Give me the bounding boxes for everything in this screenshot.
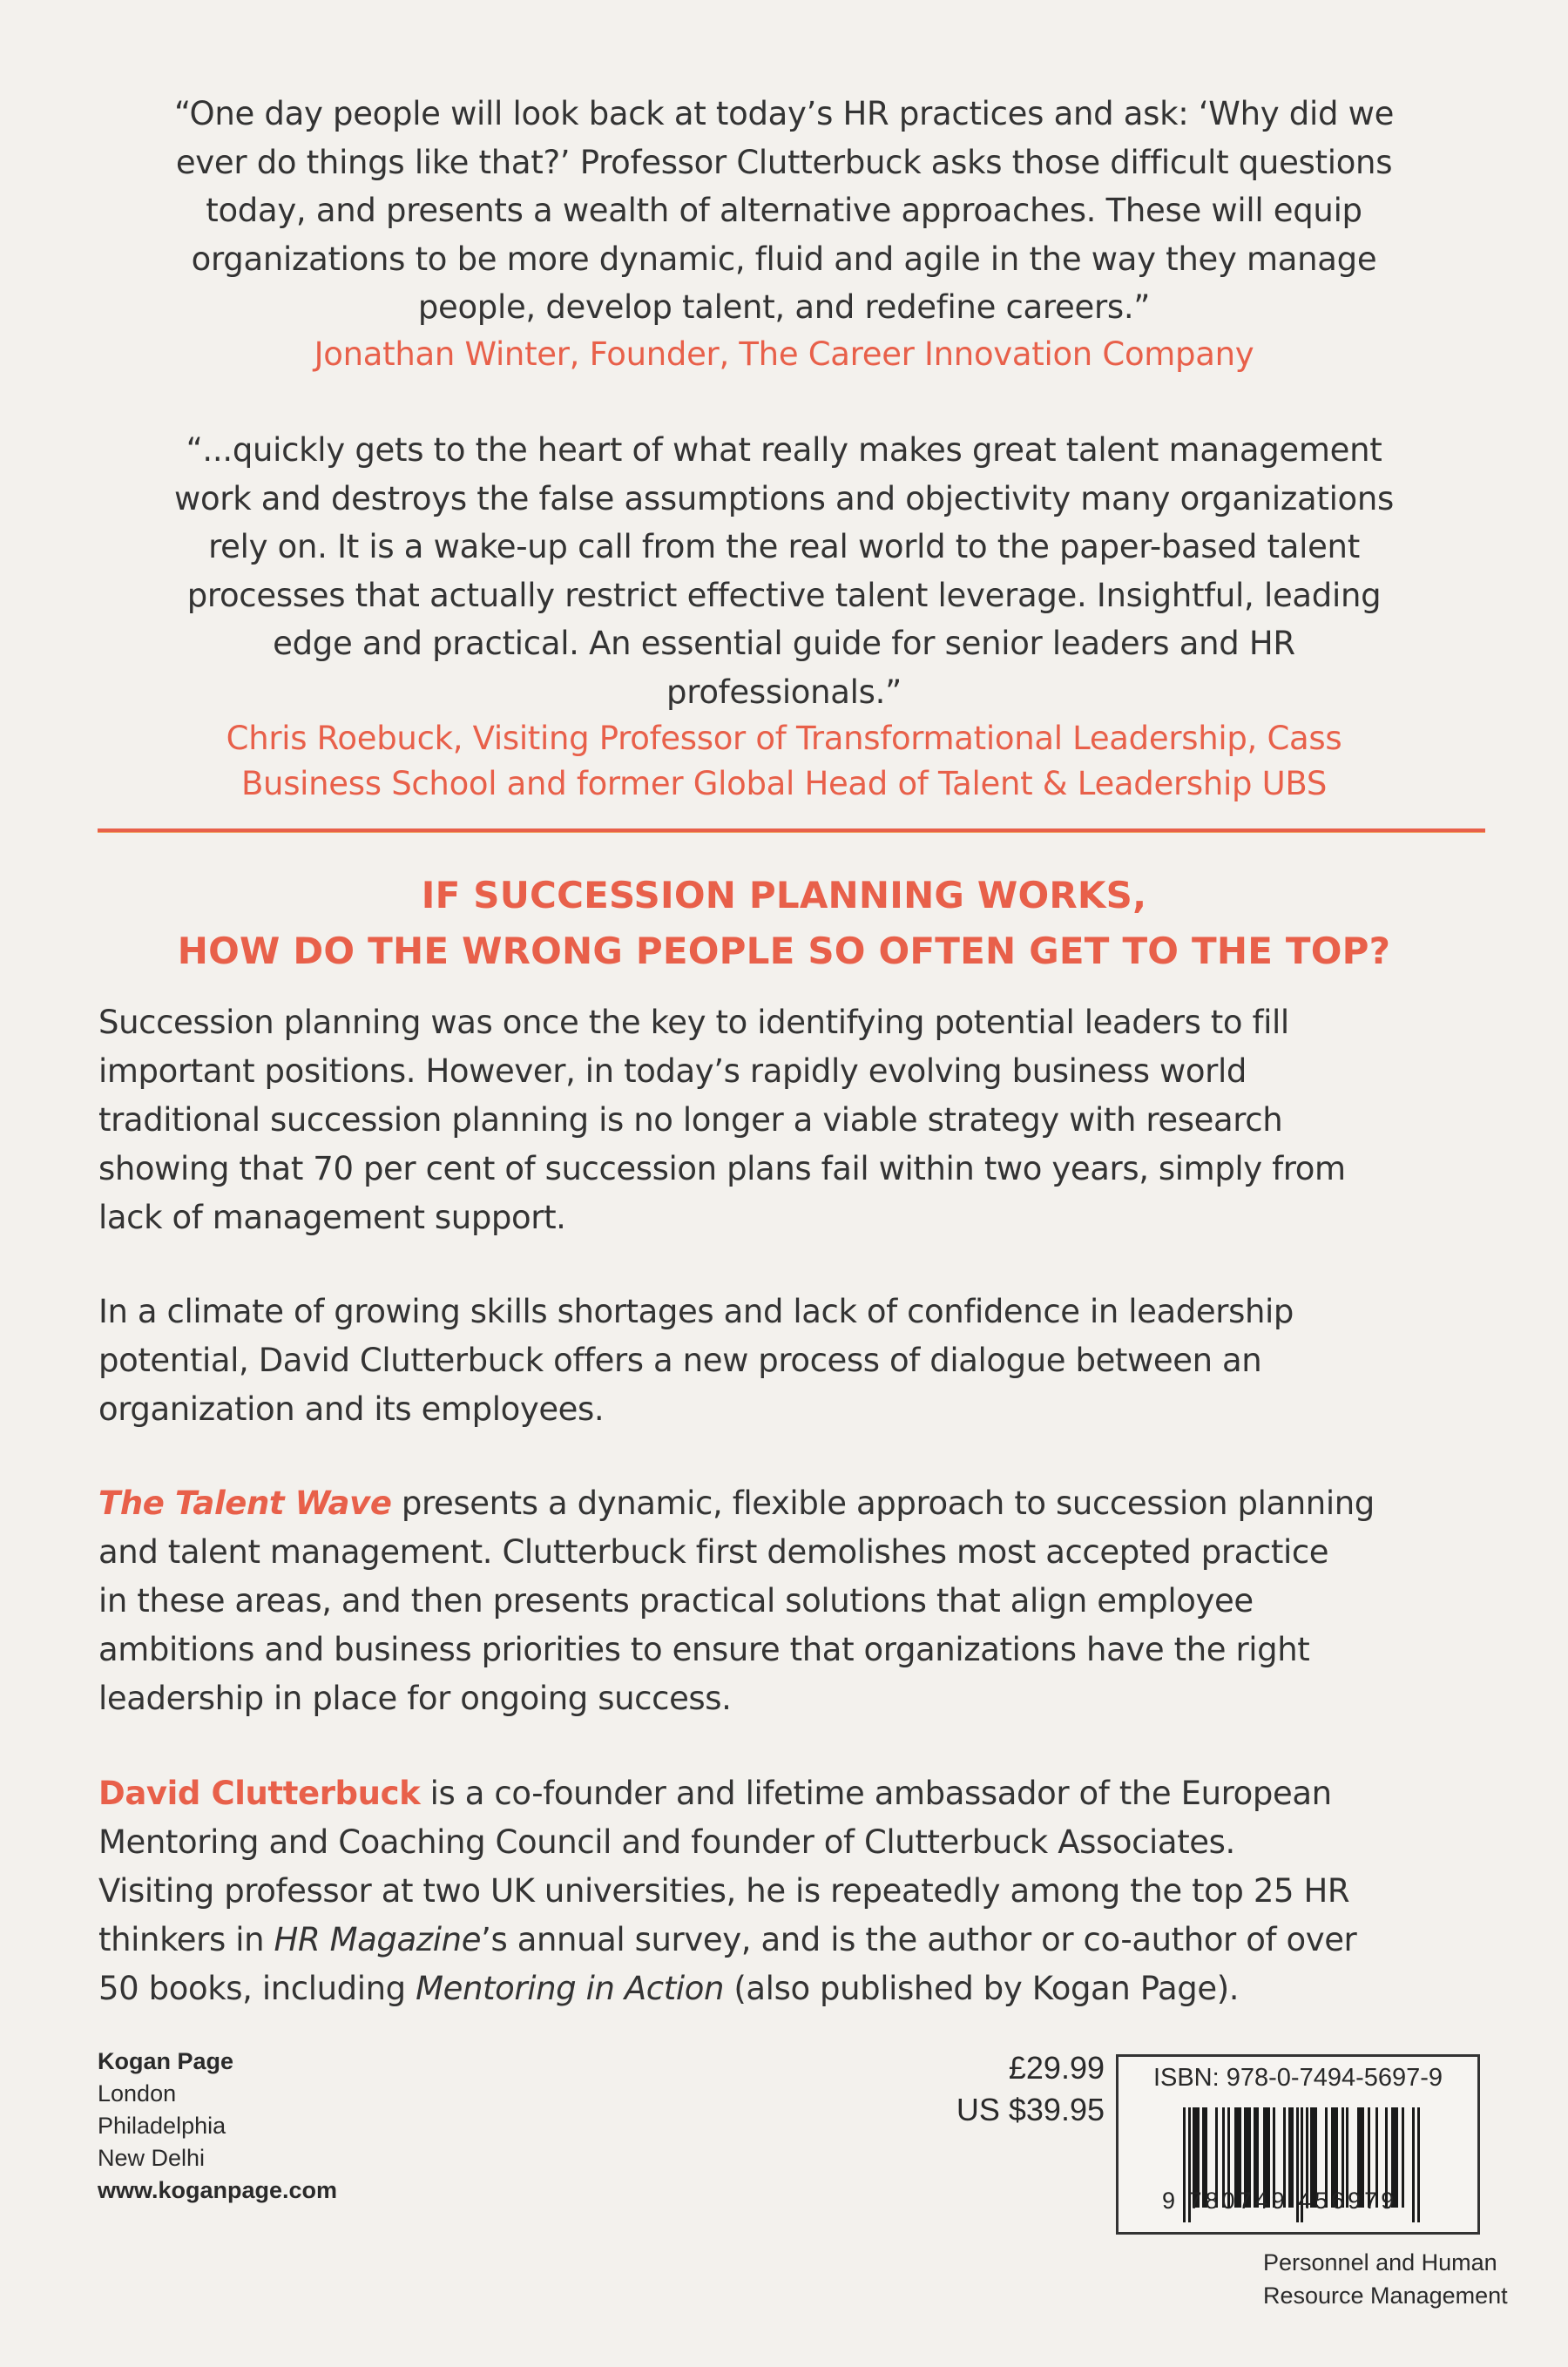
publisher-info xyxy=(98,2046,337,2207)
quote-2 xyxy=(87,426,1481,807)
isbn-box xyxy=(1116,2054,1480,2235)
quote-2-text: “...quickly gets to the heart of what really makes great talent management work and destroys the false assumptions and objectivity many organizations rely on. It is a wake-up call from the real world to the paper-based talent processes that actually restrict effective talent leverage. Insightful, leading edge and practical. An essential guide for senior leaders and HR professionals.” xyxy=(173,431,1395,711)
body-paragraph-1: Succession planning was once the key to identifying potential leaders to fill important positions. However, in today’s rapidly evolving business world traditional succession planning is no longer a viable strategy with research showing that 70 per cent of succession plans fail within two years, simply from lack of management support. xyxy=(98,1004,1346,1236)
body-paragraph-3: The Talent Wave presents a dynamic, flexible approach to succession planning and talent management. Clutterbuck first demolishes most accepted practice in these areas, and then presents practical solutions that align employee ambitions and business priorities to ensure that organizations have the right leadership in place for ongoing success. xyxy=(98,1484,1375,1717)
headline: IF SUCCESSION PLANNING WORKS, HOW DO THE WRONG PEOPLE SO OFTEN GET TO THE TOP? xyxy=(177,874,1391,972)
section-divider xyxy=(98,828,1485,833)
barcode-digits: 9 780749 456979 xyxy=(1162,2188,1398,2214)
body-paragraph-2: In a climate of growing skills shortages and lack of confidence in leadership potential, David Clutterbuck offers a new process of dialogue between an organization and its employees. xyxy=(98,1293,1294,1428)
prices xyxy=(906,2047,1105,2131)
price-us: US $39.95 xyxy=(956,2092,1105,2127)
publisher-city: Philadelphia xyxy=(98,2113,226,2139)
quote-1 xyxy=(87,90,1481,377)
author-name: David Clutterbuck xyxy=(98,1775,421,1812)
publisher-city: London xyxy=(98,2080,177,2107)
publisher-city: New Delhi xyxy=(98,2145,206,2171)
quote-1-text: “One day people will look back at today’s HR practices and ask: ‘Why did we ever do things like that?’ Professor Clutterbuck asks those difficult questions today, and presents a wealth of alternative approaches. These will equip organizations to be more dynamic, fluid and agile in the way they manage people, develop talent, and redefine careers.” xyxy=(173,95,1395,326)
isbn-label: ISBN: 978-0-7494-5697-9 xyxy=(1152,2064,1443,2092)
quote-2-attribution: Chris Roebuck, Visiting Professor of Transformational Leadership, Cass Business School and former Global Head of Talent & Leadership UBS xyxy=(226,720,1342,802)
price-uk: £29.99 xyxy=(1008,2050,1105,2086)
publisher-website[interactable]: www.koganpage.com xyxy=(98,2177,338,2203)
subject-category: Personnel and Human Resource Management xyxy=(1263,2249,1508,2309)
book-title: The Talent Wave xyxy=(98,1484,392,1522)
publisher-name: Kogan Page xyxy=(98,2048,234,2074)
author-bio: David Clutterbuck is a co-founder and lifetime ambassador of the European Mentoring and Coaching Council and founder of Clutterbuck Associates. Visiting professor at two UK universities, he is repeatedly among the top 25 HR thinkers in HR Magazine’s annual survey, and is the author or co-author of over 50 books, including Mentoring in Action (also published by Kogan Page). xyxy=(98,1775,1357,2007)
quote-1-attribution: Jonathan Winter, Founder, The Career Innovation Company xyxy=(314,335,1254,373)
